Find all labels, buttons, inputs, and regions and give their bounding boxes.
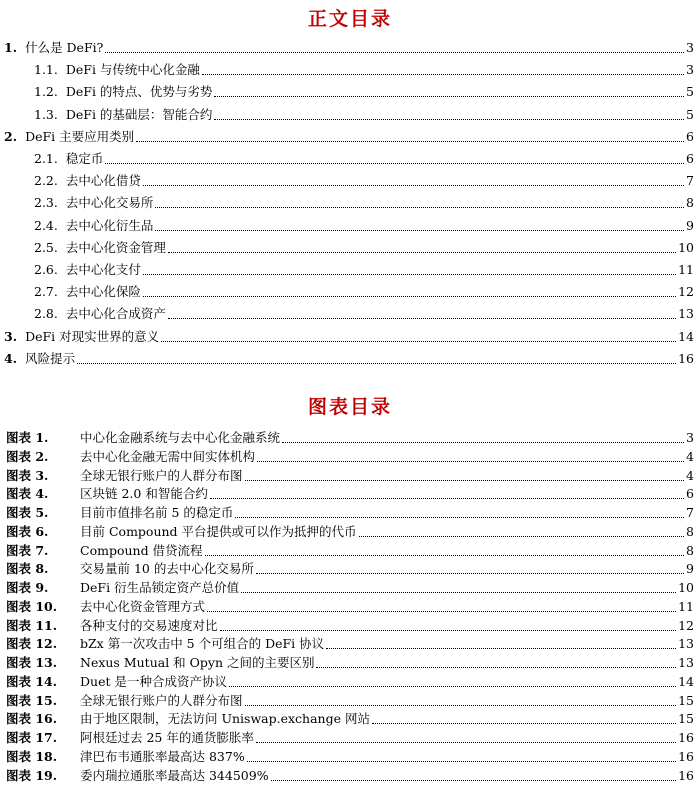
entry-number: 图表 2. [6, 448, 49, 464]
toc-entry[interactable] [6, 428, 694, 448]
entry-number: 1. [4, 40, 18, 55]
dot-leader [143, 185, 684, 186]
entry-title: 什么是 DeFi? [25, 40, 104, 55]
page-number: 15 [678, 692, 694, 708]
entry-title: Duet 是一种合成资产协议 [80, 673, 227, 689]
entry-title: 稳定币 [65, 151, 104, 166]
page-number: 16 [678, 748, 694, 764]
entry-number: 图表 3. [6, 467, 49, 483]
dot-leader [210, 498, 684, 499]
entry-title: 去中心化金融无需中间实体机构 [80, 448, 256, 464]
page-number: 4 [686, 467, 694, 483]
dot-leader [207, 611, 676, 612]
dot-leader [205, 555, 685, 556]
toc-entry[interactable] [6, 709, 694, 729]
dot-leader [359, 536, 685, 537]
entry-number: 图表 18. [6, 748, 58, 764]
entry-title: 区块链 2.0 和智能合约 [80, 486, 208, 502]
entry-title: 风险提示 [25, 350, 76, 366]
page-number: 7 [686, 505, 694, 520]
entry-number: 2.5. [34, 239, 58, 255]
page-number: 8 [686, 195, 694, 211]
page-number: 16 [678, 730, 694, 745]
entry-title: 委内瑞拉通胀率最高达 344509% [80, 767, 269, 783]
figures-heading: 图表目录 [307, 396, 392, 418]
entry-title: DeFi 的基础层：智能合约 [65, 106, 213, 122]
page-number: 3 [686, 40, 694, 55]
entry-title: Compound 借贷流程 [80, 542, 203, 558]
page-number: 8 [686, 542, 694, 558]
toc-entry[interactable] [6, 559, 694, 579]
entry-number: 3. [4, 328, 18, 344]
entry-title: 全球无银行账户的人群分布图 [80, 467, 243, 483]
page-number: 14 [678, 328, 694, 344]
entry-number: 图表 6. [6, 523, 49, 539]
page-number: 10 [678, 239, 694, 255]
entry-title: bZx 第一次攻击中 5 个可组合的 DeFi 协议 [80, 636, 325, 652]
toc-entry[interactable] [4, 127, 694, 147]
entry-title: 中心化金融系统与去中心化金融系统 [80, 430, 281, 445]
toc-entry[interactable] [34, 105, 694, 125]
dot-leader [257, 461, 684, 462]
entry-title: 去中心化支付 [65, 262, 141, 277]
entry-number: 图表 5. [6, 505, 49, 520]
dot-leader [229, 686, 676, 687]
entry-title: 去中心化交易所 [65, 195, 154, 211]
page-number: 6 [686, 151, 694, 166]
page-number: 14 [678, 673, 694, 689]
page-number: 7 [686, 173, 694, 189]
entry-title: DeFi 对现实世界的意义 [25, 328, 160, 344]
entry-number: 2.7. [34, 284, 58, 300]
page-number: 16 [678, 767, 694, 783]
dot-leader [235, 517, 684, 518]
toc-entry[interactable] [6, 578, 694, 598]
page-number: 11 [678, 262, 694, 277]
entry-number: 图表 8. [6, 561, 49, 577]
entry-number: 1.1. [34, 62, 58, 78]
entry-number: 图表 12. [6, 636, 58, 652]
entry-number: 图表 10. [6, 598, 58, 614]
entry-number: 1.2. [34, 84, 58, 100]
toc-entry[interactable] [34, 216, 694, 236]
entry-number: 4. [4, 350, 18, 366]
entry-number: 1.3. [34, 106, 58, 122]
toc-entry[interactable] [34, 282, 694, 302]
entry-number: 图表 16. [6, 711, 58, 727]
toc-entry[interactable] [6, 728, 694, 748]
toc-entry[interactable] [34, 304, 694, 324]
page-number: 6 [686, 128, 694, 144]
toc-entry[interactable] [6, 634, 694, 654]
toc-entry[interactable] [6, 541, 694, 561]
dot-leader [326, 648, 676, 649]
toc-heading: 正文目录 [307, 8, 392, 30]
dot-leader [168, 252, 676, 253]
toc-entry[interactable] [6, 616, 694, 636]
dot-leader [214, 119, 684, 120]
dot-leader [245, 480, 685, 481]
entry-number: 图表 9. [6, 580, 49, 595]
page-number: 13 [678, 655, 694, 670]
toc-entry[interactable] [6, 691, 694, 711]
entry-title: 全球无银行账户的人群分布图 [80, 692, 243, 708]
entry-title: 各种支付的交易速度对比 [80, 617, 218, 633]
entry-title: 去中心化借贷 [65, 173, 141, 189]
dot-leader [256, 573, 684, 574]
entry-title: 去中心化衍生品 [65, 217, 154, 233]
dot-leader [245, 705, 677, 706]
entry-title: 交易量前 10 的去中心化交易所 [80, 561, 254, 577]
page-number: 3 [686, 62, 694, 78]
dot-leader [282, 442, 684, 443]
page-number: 10 [678, 580, 694, 595]
page-number: 9 [686, 561, 694, 577]
entry-title: 津巴布韦通胀率最高达 837% [80, 748, 245, 764]
entry-title: 去中心化资金管理方式 [80, 598, 206, 614]
page-number: 9 [686, 217, 694, 233]
toc-entry[interactable] [6, 503, 694, 523]
entry-title: 目前 Compound 平台提供或可以作为抵押的代币 [80, 523, 357, 539]
entry-number: 图表 14. [6, 673, 58, 689]
toc-entry[interactable] [4, 38, 694, 58]
dot-leader [316, 667, 676, 668]
page-number: 15 [678, 711, 694, 727]
toc-entry[interactable] [34, 171, 694, 191]
entry-number: 图表 1. [6, 430, 49, 445]
dot-leader [105, 163, 684, 164]
entry-number: 2.2. [34, 173, 58, 189]
entry-title: 阿根廷过去 25 年的通货膨胀率 [80, 730, 254, 745]
dot-leader [202, 74, 684, 75]
page-number: 5 [686, 84, 694, 100]
dot-leader [372, 723, 676, 724]
toc-entry[interactable] [6, 597, 694, 617]
entry-number: 2.4. [34, 217, 58, 233]
dot-leader [105, 52, 684, 53]
page-number: 8 [686, 523, 694, 539]
page-number: 12 [678, 284, 694, 300]
entry-title: 去中心化资金管理 [65, 239, 166, 255]
toc-entry[interactable] [34, 193, 694, 213]
dot-leader [136, 141, 684, 142]
toc-entry[interactable] [34, 60, 694, 80]
entry-title: DeFi 主要应用类别 [25, 128, 135, 144]
entry-title: 目前市值排名前 5 的稳定币 [80, 505, 234, 520]
toc-entry[interactable] [6, 747, 694, 767]
toc-entry[interactable] [4, 327, 694, 347]
entry-title: DeFi 衍生品锁定资产总价值 [80, 580, 240, 595]
dot-leader [143, 274, 676, 275]
entry-number: 图表 4. [6, 486, 49, 502]
toc-entry[interactable] [6, 522, 694, 542]
page-number: 16 [678, 350, 694, 366]
toc-entry[interactable] [6, 766, 694, 786]
dot-leader [155, 207, 684, 208]
page-number: 5 [686, 106, 694, 122]
entry-title: Nexus Mutual 和 Opyn 之间的主要区别 [80, 655, 315, 670]
dot-leader [143, 296, 676, 297]
dot-leader [247, 761, 676, 762]
toc-entry[interactable] [6, 672, 694, 692]
page-number: 3 [686, 430, 694, 445]
toc-entry[interactable] [4, 349, 694, 369]
dot-leader [168, 318, 676, 319]
page-number: 13 [678, 636, 694, 652]
dot-leader [214, 96, 684, 97]
toc-entry[interactable] [34, 260, 694, 280]
entry-title: 由于地区限制，无法访问 Uniswap.exchange 网站 [80, 711, 370, 727]
page-number: 11 [678, 598, 694, 614]
toc-entry[interactable] [34, 82, 694, 102]
toc-entry[interactable] [6, 484, 694, 504]
page-number: 13 [678, 306, 694, 322]
entry-title: DeFi 与传统中心化金融 [65, 62, 200, 78]
dot-leader [155, 230, 684, 231]
entry-number: 图表 13. [6, 655, 58, 670]
entry-title: 去中心化保险 [65, 284, 141, 300]
toc-entry[interactable] [34, 238, 694, 258]
entry-title: 去中心化合成资产 [65, 306, 166, 322]
dot-leader [256, 742, 676, 743]
entry-number: 2.8. [34, 306, 58, 322]
dot-leader [77, 363, 676, 364]
toc-entry[interactable] [6, 466, 694, 486]
page-number: 6 [686, 486, 694, 502]
entry-number: 2.6. [34, 262, 58, 277]
entry-number: 2.1. [34, 151, 58, 166]
page-number: 4 [686, 448, 694, 464]
toc-entry[interactable] [6, 447, 694, 467]
dot-leader [220, 630, 677, 631]
dot-leader [271, 780, 677, 781]
dot-leader [161, 341, 676, 342]
entry-number: 图表 19. [6, 767, 58, 783]
page-number: 12 [678, 617, 694, 633]
dot-leader [241, 592, 676, 593]
entry-number: 图表 15. [6, 692, 58, 708]
entry-number: 图表 7. [6, 542, 49, 558]
entry-number: 图表 17. [6, 730, 58, 745]
entry-number: 2.3. [34, 195, 58, 211]
entry-number: 图表 11. [6, 617, 58, 633]
toc-entry[interactable] [34, 149, 694, 169]
entry-number: 2. [4, 128, 18, 144]
toc-entry[interactable] [6, 653, 694, 673]
entry-title: DeFi 的特点、优势与劣势 [65, 84, 213, 100]
